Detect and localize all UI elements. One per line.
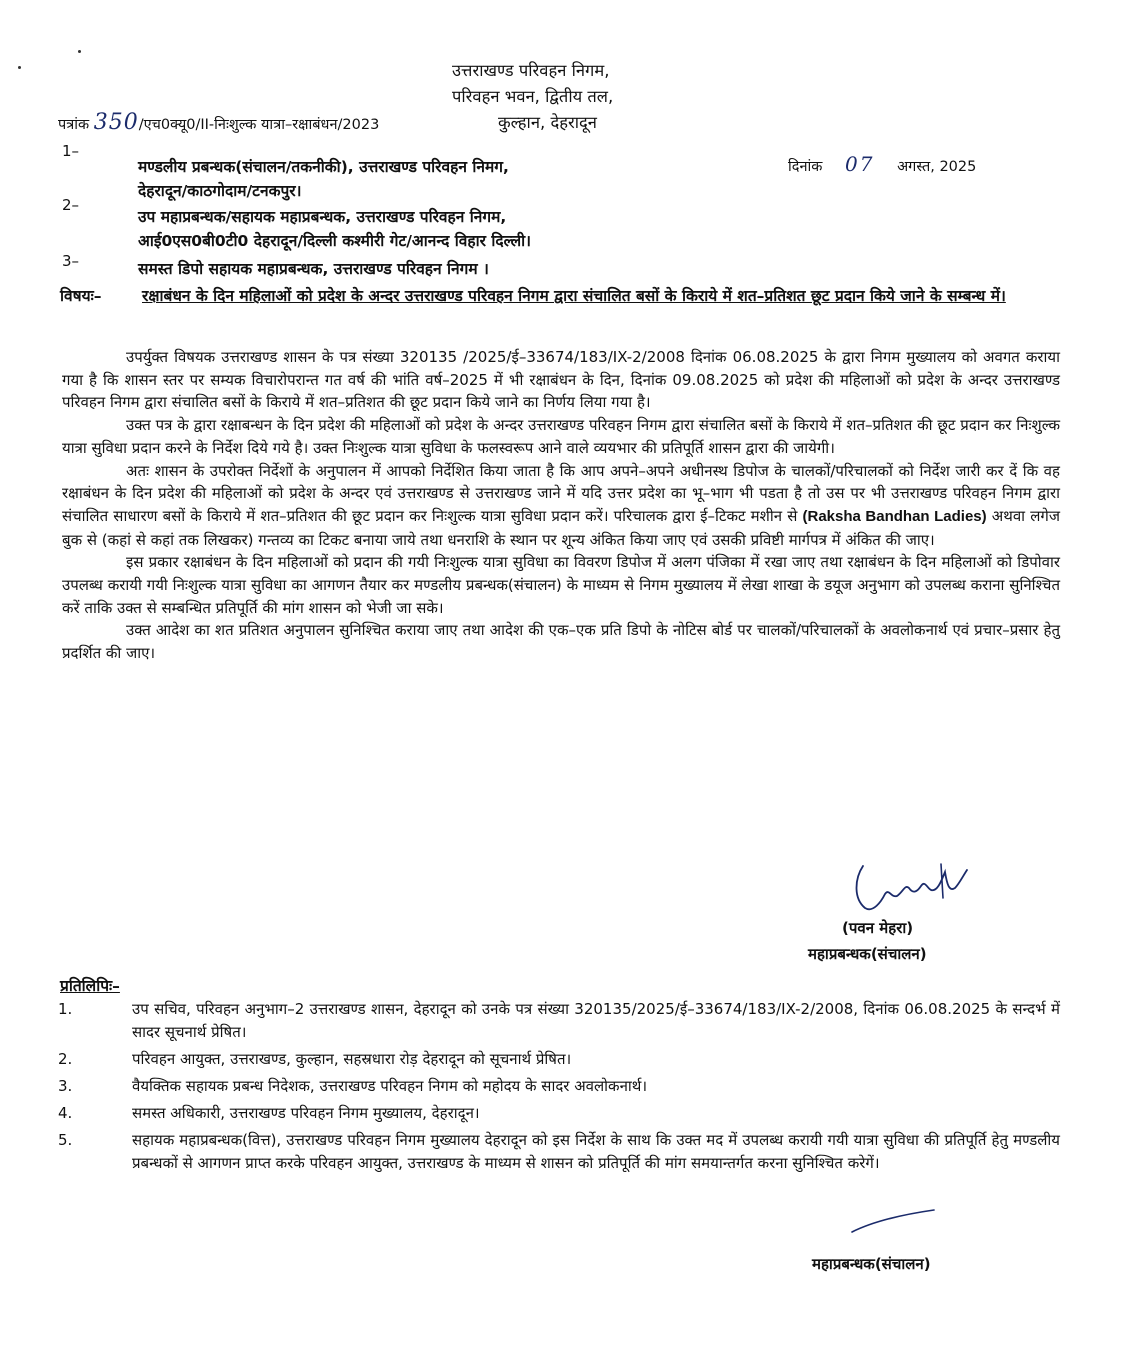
list-item-text: सहायक महाप्रबन्धक(वित्त), उत्तराखण्ड परिवहन निगम मुख्यालय देहरादून को इस निर्देश के साथ कि उक्त मद में उपलब्ध करायी गयी यात्रा सुविधा की प्रतिपूर्ति हेतु मण्डलीय प्रबन्धकों से आगणन प्राप्त करके परिवहन आयुक्त, उत्तराखण्ड के माध्यम से शासन को प्रतिपूर्ति की मांग समयान्तर्गत करना सुनिश्चित करेगें।: [132, 1131, 1060, 1172]
subject-label: विषयः–: [60, 287, 102, 305]
list-item-number: 5.: [58, 1131, 73, 1149]
org-line-2: परिवहन भवन, द्वितीय तल,: [452, 87, 614, 106]
reference-suffix: /एच0क्यू0/II-निःशुल्क यात्रा–रक्षाबंधन/2023: [138, 117, 380, 133]
addressee-number: 3–: [62, 252, 80, 270]
list-item-number: 4.: [58, 1104, 73, 1122]
body-paragraph-5: उक्त आदेश का शत प्रतिशत अनुपालन सुनिश्चित कराया जाए तथा आदेश की एक–एक प्रति डिपो के नोटिस बोर्ड पर चालकों/परिचालकों के अवलोकनार्थ एवं प्रचार–प्रसार हेतु प्रदर्शित की जाए।: [62, 621, 1060, 663]
signatory-title: महाप्रबन्धक(संचालन): [808, 945, 927, 963]
copies-label: प्रतिलिपिः–: [60, 977, 120, 995]
list-item: [58, 998, 1060, 1044]
addressee-3: [138, 258, 489, 282]
org-line-3: कुल्हान, देहरादून: [498, 113, 597, 132]
list-item-text: उप सचिव, परिवहन अनुभाग–2 उत्तराखण्ड शासन, देहरादून को उनके पत्र संख्या 320135/2025/ई–33674/183/IX-2/2008, दिनांक 06.08.2025 के सन्दर्भ में सादर सूचनार्थ प्रेषित।: [132, 1000, 1060, 1041]
body-paragraph-3: [62, 460, 1060, 552]
para3-text-before: अतः शासन के उपरोक्त निर्देशों के अनुपालन में आपको निर्देशित किया जाता है कि आप अपने–अपने अधीनस्थ डिपोज के चालकों/परिचालकों को निर्देश जारी कर दें कि वह रक्षाबंधन के दिन प्रदेश की महिलाओं को प्रदेश के अन्दर एवं उत्तराखण्ड से उत्तराखण्ड जाने में यदि उत्तर प्रदेश का भू–भाग भी पडता है तो उस पर भी उत्तराखण्ड परिवहन निगम द्वारा संचालित साधारण बसों के किराये में शत–प्रतिशत की छूट प्रदान कर निःशुल्क यात्रा सुविधा प्रदान करें। परिचालक द्वारा ई–टिकट मशीन से: [62, 461, 1060, 525]
addressee-1: [138, 156, 509, 203]
body-paragraph-2: उक्त पत्र के द्वारा रक्षाबन्धन के दिन प्रदेश की महिलाओं को प्रदेश के अन्दर उत्तराखण्ड परिवहन निगम द्वारा संचालित बसों के किराये में शत–प्रतिशत की छूट प्रदान कर निःशुल्क यात्रा सुविधा प्रदान करने के निर्देश दिये गये है। उक्त निःशुल्क यात्रा सुविधा के फलस्वरूप आने वाले व्ययभार की प्रतिपूर्ति शासन द्वारा की जायेगी।: [62, 416, 1060, 457]
letterhead-address: [452, 58, 613, 136]
addressee-line: देहरादून/काठगोदाम/टनकपुर।: [138, 181, 302, 200]
para3-text-after: अथवा लगेज बुक से (कहां से कहां तक लिखकर) गन्तव्य का टिकट बनाया जाये तथा धनराशि के स्थान पर शून्य अंकित किया जाए एवं उसकी प्रविष्टी मार्गपत्र में अंकित की जाए।: [62, 506, 1060, 549]
list-item-text: परिवहन आयुक्त, उत्तराखण्ड, कुल्हान, सहस्रधारा रोड़ देहरादून को सूचनार्थ प्रेषित।: [132, 1050, 572, 1068]
list-item: [58, 1102, 1060, 1125]
handwritten-signature: [845, 858, 975, 918]
handwritten-date-day: 07: [845, 152, 875, 176]
handwritten-reference-number: 350: [93, 110, 139, 135]
list-item-text: वैयक्तिक सहायक प्रबन्ध निदेशक, उत्तराखण्ड परिवहन निगम को महोदय के सादर अवलोकनार्थ।: [132, 1077, 648, 1095]
letter-body: [62, 346, 1060, 665]
addressee-line: उप महाप्रबन्धक/सहायक महाप्रबन्धक, उत्तराखण्ड परिवहन निगम,: [138, 208, 507, 226]
body-paragraph-4: इस प्रकार रक्षाबंधन के दिन महिलाओं को प्रदान की गयी निःशुल्क यात्रा सुविधा का विवरण डिपोज में अलग पंजिका में रखा जाए तथा रक्षाबंधन के दिन महिलाओं को डिपोवार उपलब्ध करायी गयी निःशुल्क यात्रा सुविधा का आगणन तैयार कर मण्डलीय प्रबन्धक(संचालन) के माध्यम से निगम मुख्यालय में लेखा शाखा के डयूज अनुभाग को उपलब्ध कराना सुनिश्चित करें ताकि उक्त से सम्बन्धित प्रतिपूर्ति की मांग शासन को भेजी जा सके।: [62, 553, 1060, 617]
list-item-number: 3.: [58, 1077, 73, 1095]
date-month-year: अगस्त, 2025: [897, 159, 977, 175]
addressee-line: आई0एस0बी0टी0 देहरादून/दिल्ली कश्मीरी गेट/आनन्द विहार दिल्ली।: [138, 231, 532, 250]
scan-speck: [18, 66, 21, 69]
subject-text: रक्षाबंधन के दिन महिलाओं को प्रदेश के अन्दर उत्तराखण्ड परिवहन निगम द्वारा संचालित बसों के किराये में शत–प्रतिशत छूट प्रदान किये जाने के सम्बन्ध में।: [142, 287, 1006, 305]
copies-list: [58, 998, 1060, 1179]
list-item: [58, 1129, 1060, 1175]
body-paragraph-1: उपर्युक्त विषयक उत्तराखण्ड शासन के पत्र संख्या 320135 /2025/ई–33674/183/IX-2/2008 दिनांक 06.08.2025 के द्वारा निगम मुख्यालय को अवगत कराया गया है कि शासन स्तर पर सम्यक विचारोपरान्त गत वर्ष की भांति वर्ष–2025 में भी रक्षाबंधन के दिन, दिनांक 09.08.2025 को प्रदेश की महिलाओं को प्रदेश के अन्दर उत्तराखण्ड परिवहन निगम द्वारा संचालित बसों के किराये में शत–प्रतिशत की छूट प्रदान किये जाने का निर्णय लिया गया है।: [62, 348, 1060, 412]
addressee-number: 2–: [62, 196, 80, 214]
signatory-name: (पवन मेहरा): [842, 919, 914, 937]
reference-number: [58, 110, 379, 135]
scan-speck: [78, 50, 81, 53]
list-item-number: 1.: [58, 1000, 73, 1018]
letter-date: [788, 152, 976, 176]
reference-prefix: पत्रांक: [58, 117, 90, 133]
org-line-1: उत्तराखण्ड परिवहन निगम,: [452, 61, 610, 80]
addressee-line: समस्त डिपो सहायक महाप्रबन्धक, उत्तराखण्ड परिवहन निगम ।: [138, 260, 489, 278]
list-item: [58, 1075, 1060, 1098]
date-label: दिनांक: [788, 159, 823, 175]
copies-signatory-title: महाप्रबन्धक(संचालन): [812, 1255, 931, 1273]
addressee-2: [138, 206, 531, 253]
list-item: [58, 1048, 1060, 1071]
ticket-category-label: (Raksha Bandhan Ladies): [802, 507, 987, 525]
initial-signature: [848, 1206, 938, 1236]
list-item-number: 2.: [58, 1050, 73, 1068]
addressee-line: मण्डलीय प्रबन्धक(संचालन/तकनीकी), उत्तराखण्ड परिवहन निमग,: [138, 158, 509, 176]
addressee-number: 1–: [62, 142, 80, 160]
list-item-text: समस्त अधिकारी, उत्तराखण्ड परिवहन निगम मुख्यालय, देहरादून।: [132, 1104, 480, 1122]
